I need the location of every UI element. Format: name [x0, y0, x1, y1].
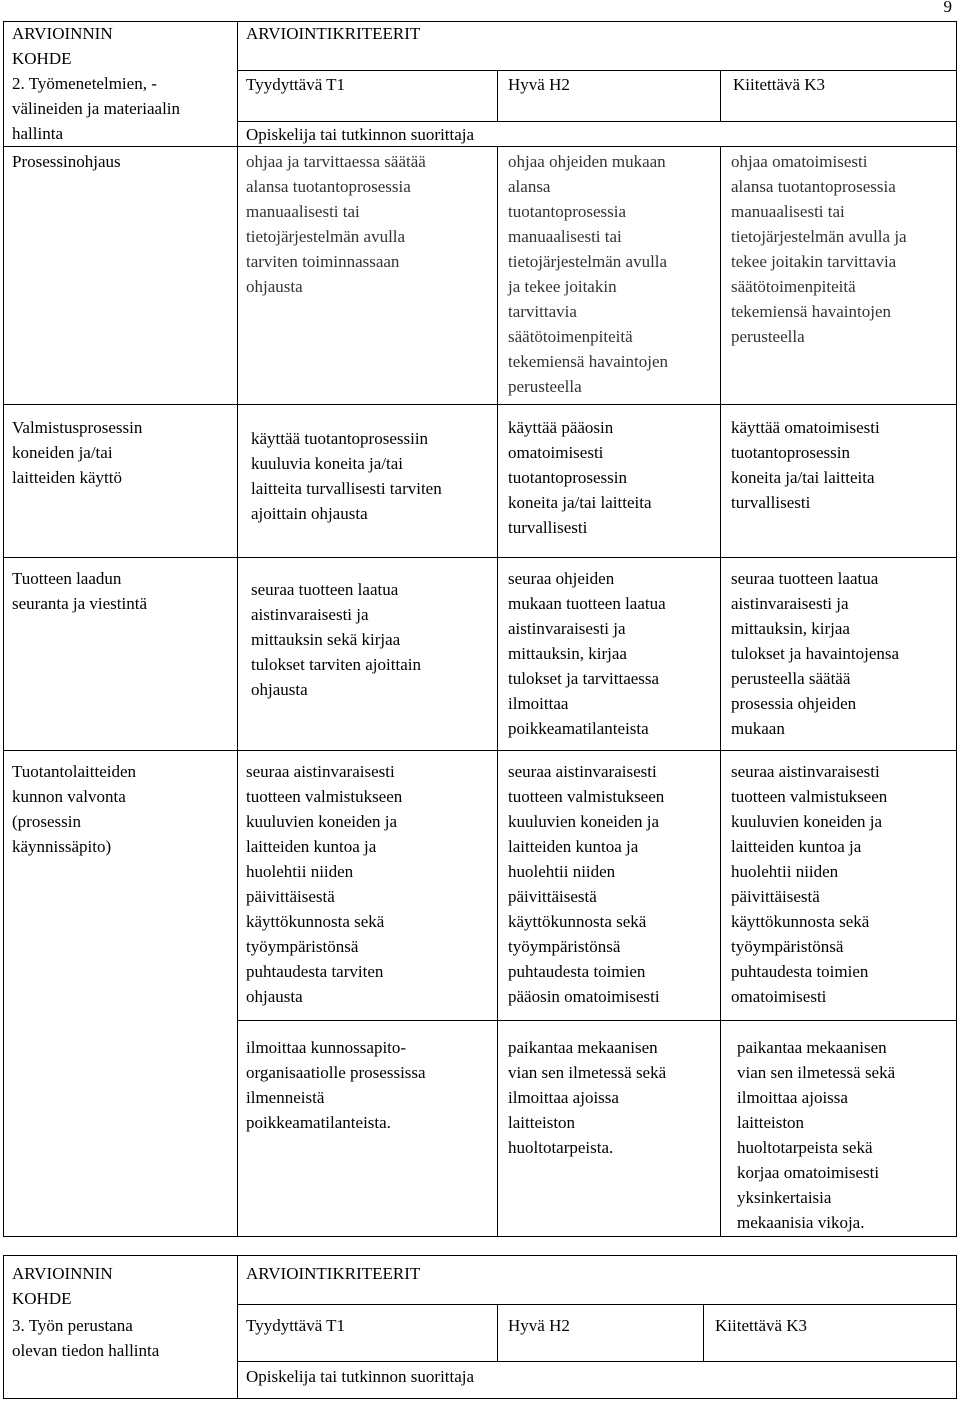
column-divider	[720, 70, 721, 122]
level-h2: Hyvä H2	[508, 1316, 570, 1335]
row-target: Prosessinohjaus	[12, 152, 121, 171]
page-number: 9	[943, 0, 952, 16]
row-k3: käyttää omatoimisesti tuotantoprosessin koneita ja/tai laitteita turvallisesti	[731, 418, 880, 512]
row-h2: käyttää pääosin omatoimisesti tuotantoprosessin koneita ja/tai laitteita turvallisesti	[508, 418, 652, 537]
level-k3: Kiitettävä K3	[715, 1316, 808, 1335]
table-border	[3, 1398, 957, 1399]
level-k3: Kiitettävä K3	[733, 75, 826, 94]
column-divider	[497, 1304, 498, 1362]
table-border	[956, 21, 957, 1237]
column-divider	[237, 21, 238, 1237]
row-k3: seuraa tuotteen laatua aistinvaraisesti ja mittauksin, kirjaa tulokset ja havaintojensa perusteella säätää prosessia ohjeiden mukaan	[731, 569, 900, 738]
table-border	[3, 1236, 957, 1237]
table-border	[3, 21, 4, 1237]
target-header: ARVIOINNIN KOHDE	[12, 24, 113, 68]
actor-label: Opiskelija tai tutkinnon suorittaja	[246, 1367, 475, 1386]
row-t1: seuraa aistinvaraisesti tuotteen valmistukseen kuuluvien koneiden ja laitteiden kuntoa ja huolehtii niiden päivittäisestä käyttökunnosta sekä työympäristönsä puhtaudesta tarviten ohjausta	[246, 762, 403, 1006]
criteria-header: ARVIOINTIKRITEERIT	[246, 24, 421, 43]
row-divider	[237, 1361, 957, 1362]
row-h2: paikantaa mekaanisen vian sen ilmetessä sekä ilmoittaa ajoissa laitteiston huoltotarpeista.	[508, 1038, 667, 1157]
column-divider	[497, 70, 498, 122]
row-t1: ohjaa ja tarvittaessa säätää alansa tuotantoprosessia manuaalisesti tai tietojärjestelmän avulla tarviten toiminnassaan ohjausta	[246, 152, 426, 296]
level-h2: Hyvä H2	[508, 75, 570, 94]
table-border	[3, 1255, 957, 1256]
target-header: ARVIOINNIN KOHDE	[12, 1264, 113, 1308]
column-divider	[720, 146, 721, 1237]
row-h2: seuraa aistinvaraisesti tuotteen valmistukseen kuuluvien koneiden ja laitteiden kuntoa ja huolehtii niiden päivittäisestä käyttökunnosta sekä työympäristönsä puhtaudesta toimien pääosin omatoimisesti	[508, 762, 665, 1006]
row-divider	[237, 1304, 957, 1305]
row-t1: seuraa tuotteen laatua aistinvaraisesti ja mittauksin sekä kirjaa tulokset tarviten ajoittain ohjausta	[251, 580, 421, 699]
row-k3: paikantaa mekaanisen vian sen ilmetessä sekä ilmoittaa ajoissa laitteiston huoltotarpeista sekä korjaa omatoimisesti yksinkertaisia mekaanisia vikoja.	[737, 1038, 896, 1232]
column-divider	[703, 1304, 704, 1362]
section-title: 2. Työmenetelmien, - välineiden ja materiaalin hallinta	[12, 74, 181, 143]
row-target: Tuotantolaitteiden kunnon valvonta (prosessin käynnissäpito)	[12, 762, 137, 856]
column-divider	[237, 1255, 238, 1399]
level-t1: Tyydyttävä T1	[246, 1316, 346, 1335]
column-divider	[497, 146, 498, 1237]
row-divider	[3, 404, 957, 405]
section-title: 3. Työn perustana olevan tiedon hallinta	[12, 1316, 160, 1360]
row-divider	[237, 70, 957, 71]
row-target: Valmistusprosessin koneiden ja/tai laitteiden käyttö	[12, 418, 143, 487]
criteria-header: ARVIOINTIKRITEERIT	[246, 1264, 421, 1283]
row-k3: seuraa aistinvaraisesti tuotteen valmistukseen kuuluvien koneiden ja laitteiden kuntoa ja huolehtii niiden päivittäisestä käyttökunnosta sekä työympäristönsä puhtaudesta toimien omatoimisesti	[731, 762, 888, 1006]
table-border	[3, 1255, 4, 1399]
row-h2: seuraa ohjeiden mukaan tuotteen laatua aistinvaraisesti ja mittauksin, kirjaa tulokset ja tarvittaessa ilmoittaa poikkeamatilanteista	[508, 569, 666, 738]
level-t1: Tyydyttävä T1	[246, 75, 346, 94]
row-divider	[3, 750, 957, 751]
row-t1: käyttää tuotantoprosessiin kuuluvia koneita ja/tai laitteita turvallisesti tarviten ajoittain ohjausta	[251, 429, 442, 523]
row-t1: ilmoittaa kunnossapito- organisaatiolle prosessissa ilmenneistä poikkeamatilanteista.	[246, 1038, 426, 1132]
row-divider	[237, 1020, 957, 1021]
table-border	[956, 1255, 957, 1399]
row-divider	[3, 557, 957, 558]
row-h2: ohjaa ohjeiden mukaan alansa tuotantoprosessia manuaalisesti tai tietojärjestelmän avulla ja tekee joitakin tarvittavia säätötoimenpiteitä tekemiensä havaintojen perusteella	[508, 152, 669, 396]
actor-label: Opiskelija tai tutkinnon suorittaja	[246, 125, 475, 144]
row-k3: ohjaa omatoimisesti alansa tuotantoprosessia manuaalisesti tai tietojärjestelmän avulla ja tekee joitakin tarvittavia säätötoimenpiteitä tekemiensä havaintojen perusteella	[731, 152, 907, 346]
row-target: Tuotteen laadun seuranta ja viestintä	[12, 569, 148, 613]
